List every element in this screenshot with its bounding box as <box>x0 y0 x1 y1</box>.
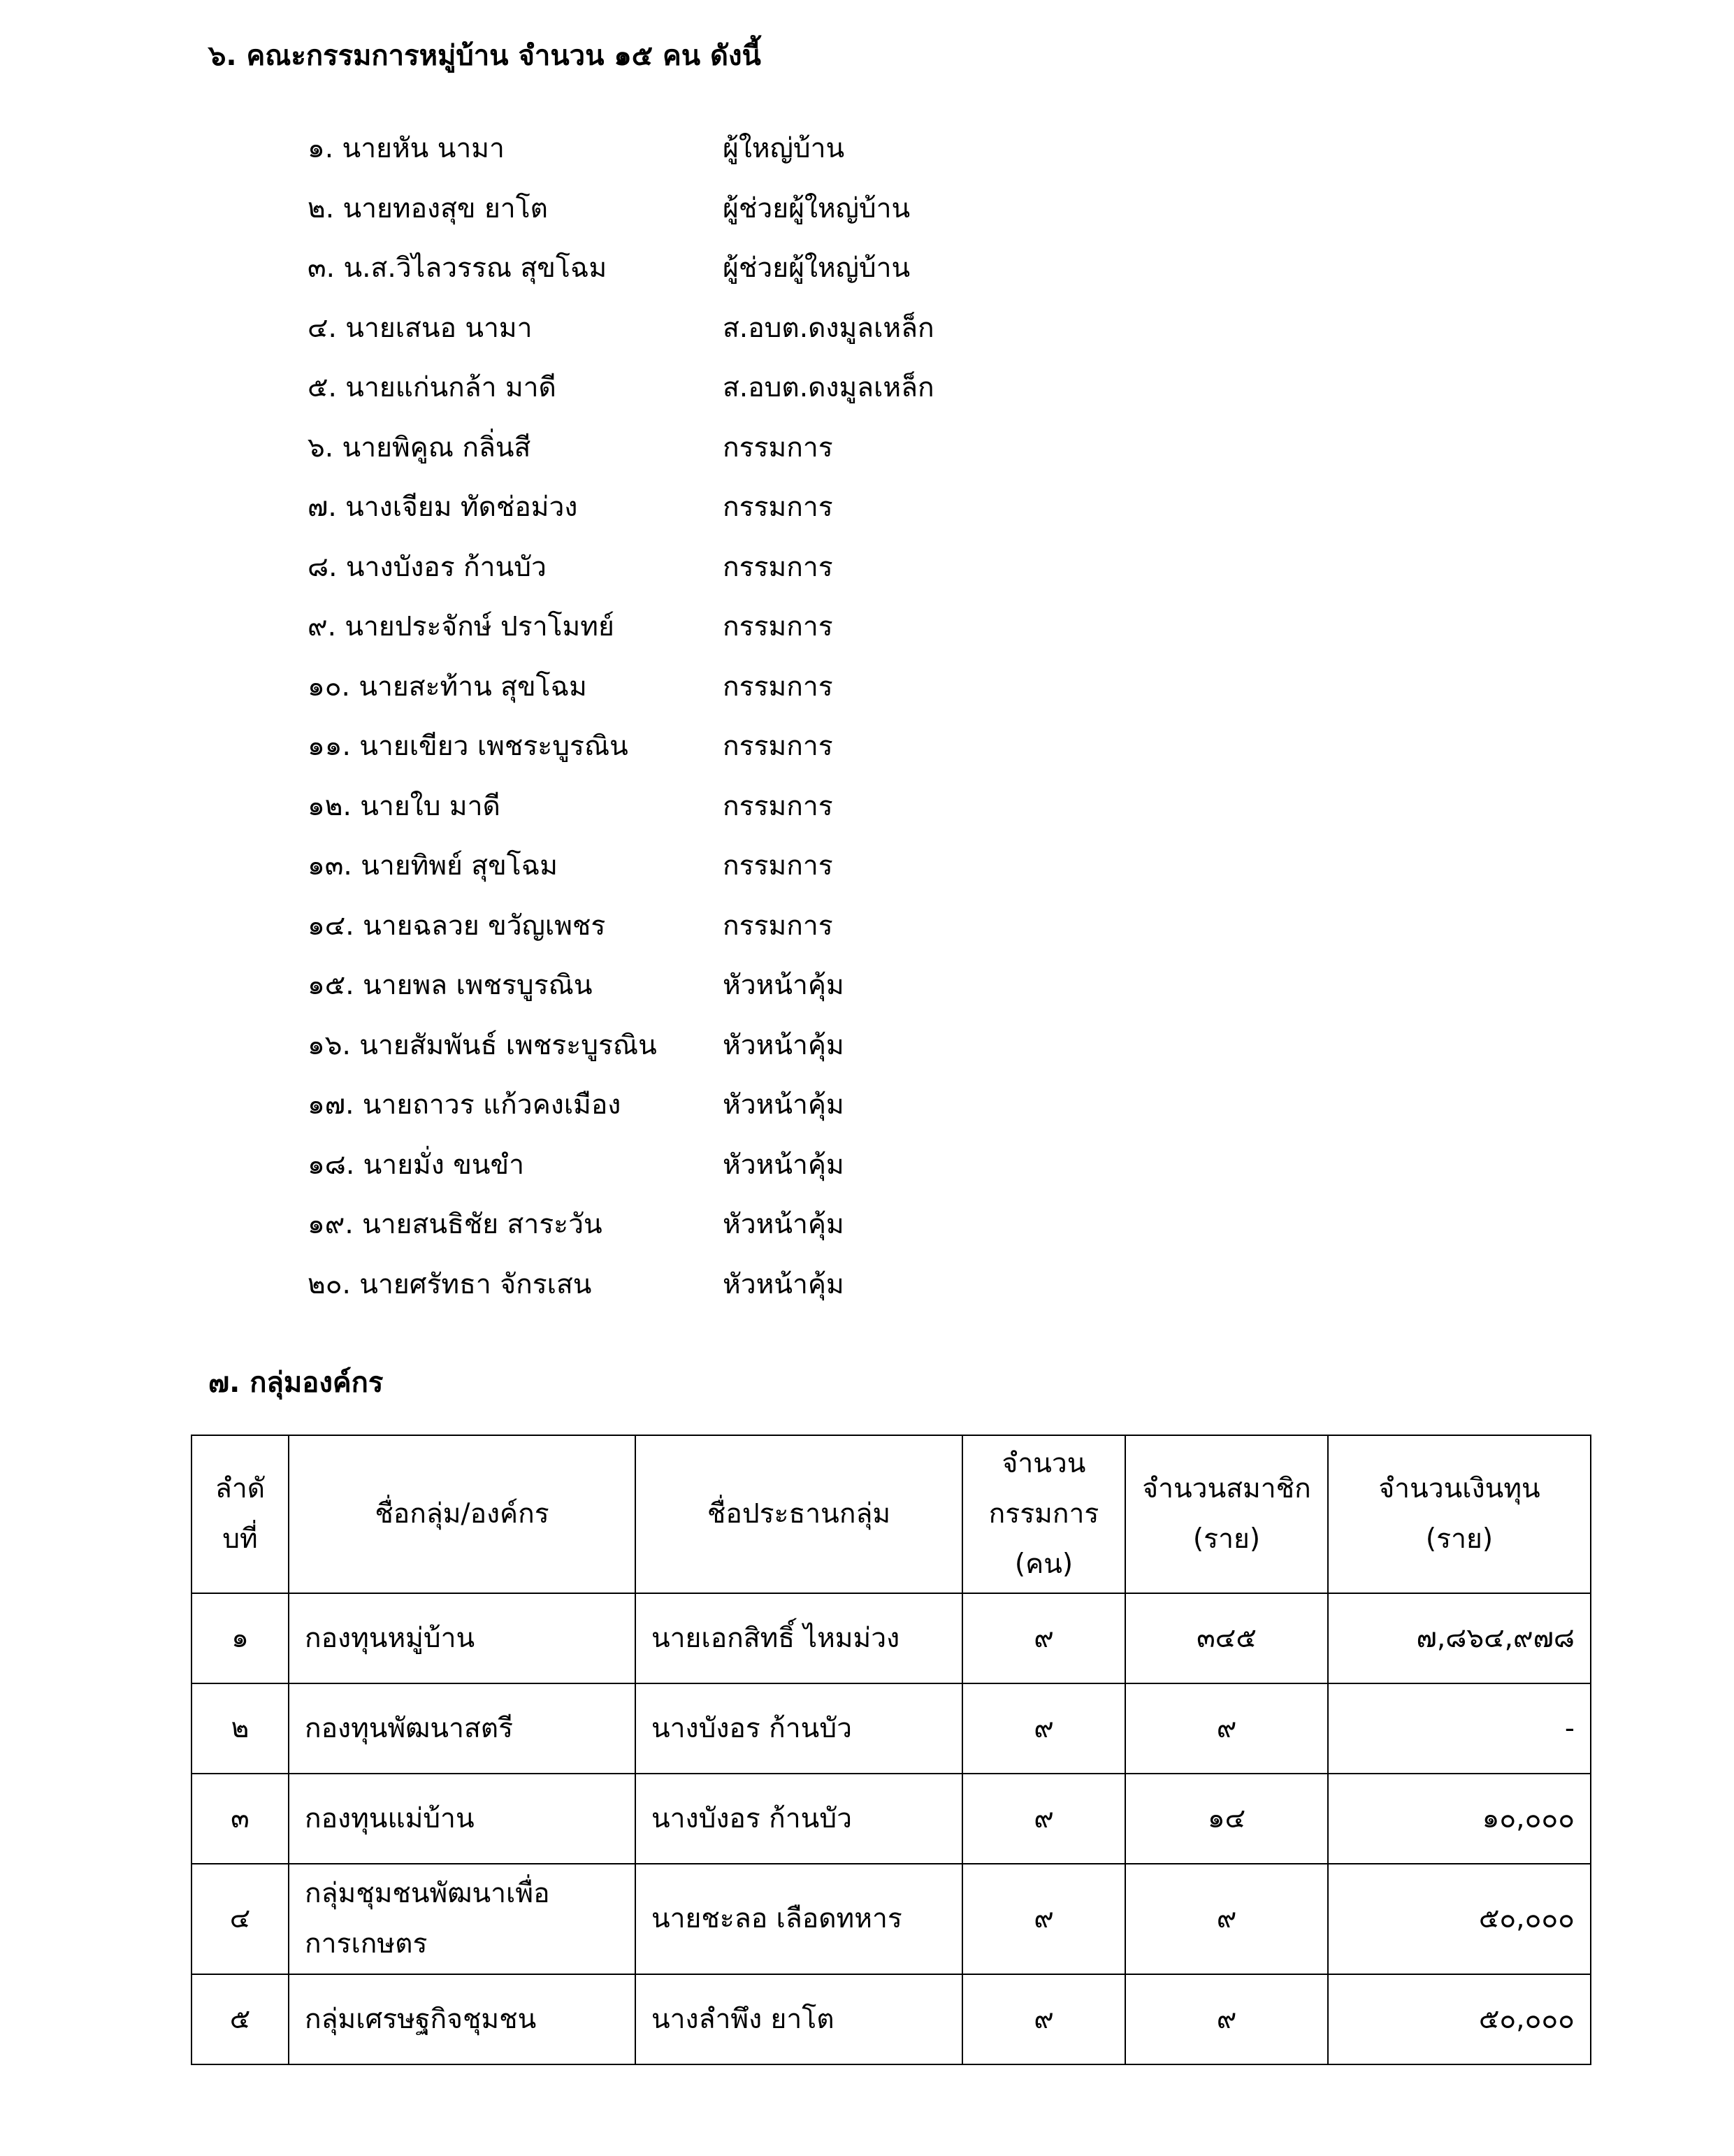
member-name: ๑๕. นายพล เพชรบูรณิน <box>308 970 593 1001</box>
member-name: ๑๔. นายฉลวย ขวัญเพชร <box>308 910 606 942</box>
member-name: ๒. นายทองสุข ยาโต <box>308 192 548 224</box>
member-name: ๕. นายแก่นกล้า มาดี <box>308 372 556 403</box>
cell-chair-name: นายชะลอ เลือดทหาร <box>635 1864 962 1974</box>
member-role: กรรมการ <box>723 431 833 463</box>
member-role: หัวหน้าคุ้ม <box>723 1268 844 1300</box>
table-row <box>192 1974 1591 2064</box>
member-name: ๑๑. นายเขียว เพชระบูรณิน <box>308 731 628 762</box>
cell-fund-amount: ๕๐,๐๐๐ <box>1328 1974 1591 2064</box>
cell-member-count: ๙ <box>1125 1683 1328 1774</box>
cell-committee-count: ๙ <box>962 1683 1125 1774</box>
member-role: หัวหน้าคุ้ม <box>723 970 844 1001</box>
cell-committee-count: ๙ <box>962 1974 1125 2064</box>
table-row <box>192 1683 1591 1774</box>
cell-fund-amount: ๕๐,๐๐๐ <box>1328 1864 1591 1974</box>
member-name: ๑๘. นายมั่ง ขนขำ <box>308 1149 525 1181</box>
header-member-count: จำนวนสมาชิก (ราย) <box>1125 1435 1328 1593</box>
cell-member-count: ๙ <box>1125 1864 1328 1974</box>
member-role: หัวหน้าคุ้ม <box>723 1089 844 1121</box>
member-name: ๓. น.ส.วิไลวรรณ สุขโฉม <box>308 252 607 284</box>
cell-committee-count: ๙ <box>962 1864 1125 1974</box>
member-role: กรรมการ <box>723 670 833 703</box>
cell-member-count: ๑๔ <box>1125 1774 1328 1864</box>
cell-group-name: กลุ่มชุมชนพัฒนาเพื่อ การเกษตร <box>289 1864 635 1974</box>
member-role: หัวหน้าคุ้ม <box>723 1149 844 1181</box>
member-name: ๗. นางเจียม ทัดช่อม่วง <box>308 491 578 523</box>
member-name: ๔. นายเสนอ นามา <box>308 312 533 344</box>
member-name: ๑๗. นายถาวร แก้วคงเมือง <box>308 1089 621 1121</box>
member-role: กรรมการ <box>723 850 833 882</box>
cell-committee-count: ๙ <box>962 1593 1125 1683</box>
cell-order-no: ๑ <box>192 1593 289 1683</box>
member-role: ผู้ช่วยผู้ใหญ่บ้าน <box>723 192 911 224</box>
member-name: ๑๐. นายสะท้าน สุขโฉม <box>308 670 587 703</box>
header-fund-amount: จำนวนเงินทุน (ราย) <box>1328 1435 1591 1593</box>
cell-committee-count: ๙ <box>962 1774 1125 1864</box>
section-6-heading: ๖. คณะกรรมการหมู่บ้าน จำนวน ๑๕ คน ดังนี้ <box>208 40 761 72</box>
header-group-name: ชื่อกลุ่ม/องค์กร <box>289 1435 635 1593</box>
cell-chair-name: นางบังอร ก้านบัว <box>635 1683 962 1774</box>
header-chair-name: ชื่อประธานกลุ่ม <box>635 1435 962 1593</box>
header-committee-count: จำนวน กรรมการ (คน) <box>962 1435 1125 1593</box>
section-7-heading: ๗. กลุ่มองค์กร <box>208 1367 384 1399</box>
member-name: ๑๒. นายใบ มาดี <box>308 790 500 822</box>
member-role: กรรมการ <box>723 491 833 523</box>
member-name: ๑. นายหัน นามา <box>308 133 505 164</box>
cell-order-no: ๒ <box>192 1683 289 1774</box>
member-role: ผู้ใหญ่บ้าน <box>723 133 845 164</box>
member-role: กรรมการ <box>723 611 833 642</box>
table-row <box>192 1774 1591 1864</box>
member-name: ๘. นางบังอร ก้านบัว <box>308 551 547 583</box>
cell-fund-amount: ๑๐,๐๐๐ <box>1328 1774 1591 1864</box>
cell-order-no: ๔ <box>192 1864 289 1974</box>
cell-member-count: ๓๔๕ <box>1125 1593 1328 1683</box>
cell-group-name: กองทุนหมู่บ้าน <box>289 1593 635 1683</box>
header-order-no: ลำดั บที่ <box>192 1435 289 1593</box>
member-name: ๒๐. นายศรัทธา จักรเสน <box>308 1268 592 1300</box>
member-role: ส.อบต.ดงมูลเหล็ก <box>723 312 934 344</box>
member-role: ส.อบต.ดงมูลเหล็ก <box>723 372 934 403</box>
member-name: ๑๙. นายสนธิชัย สาระวัน <box>308 1209 602 1240</box>
table-header-row <box>192 1435 1591 1593</box>
cell-chair-name: นางบังอร ก้านบัว <box>635 1774 962 1864</box>
cell-fund-amount: - <box>1328 1683 1591 1774</box>
cell-order-no: ๓ <box>192 1774 289 1864</box>
member-role: หัวหน้าคุ้ม <box>723 1029 844 1061</box>
member-name: ๑๓. นายทิพย์ สุขโฉม <box>308 850 558 882</box>
cell-member-count: ๙ <box>1125 1974 1328 2064</box>
cell-fund-amount: ๗,๘๖๔,๙๗๘ <box>1328 1593 1591 1683</box>
cell-group-name: กองทุนพัฒนาสตรี <box>289 1683 635 1774</box>
cell-chair-name: นายเอกสิทธิ์ ไหมม่วง <box>635 1593 962 1683</box>
cell-order-no: ๕ <box>192 1974 289 2064</box>
table-row <box>192 1864 1591 1974</box>
cell-chair-name: นางลำพึง ยาโต <box>635 1974 962 2064</box>
member-role: หัวหน้าคุ้ม <box>723 1209 844 1240</box>
member-role: ผู้ช่วยผู้ใหญ่บ้าน <box>723 252 911 284</box>
cell-group-name: กองทุนแม่บ้าน <box>289 1774 635 1864</box>
member-role: กรรมการ <box>723 910 833 942</box>
member-name: ๑๖. นายสัมพันธ์ เพชระบูรณิน <box>308 1029 657 1061</box>
member-role: กรรมการ <box>723 551 833 583</box>
member-name: ๖. นายพิคูณ กลิ่นสี <box>308 431 531 463</box>
table-row <box>192 1593 1591 1683</box>
member-role: กรรมการ <box>723 790 833 822</box>
cell-group-name: กลุ่มเศรษฐกิจชุมชน <box>289 1974 635 2064</box>
member-name: ๙. นายประจักษ์ ปราโมทย์ <box>308 611 614 642</box>
member-role: กรรมการ <box>723 731 833 762</box>
organization-table <box>191 1435 1591 2065</box>
